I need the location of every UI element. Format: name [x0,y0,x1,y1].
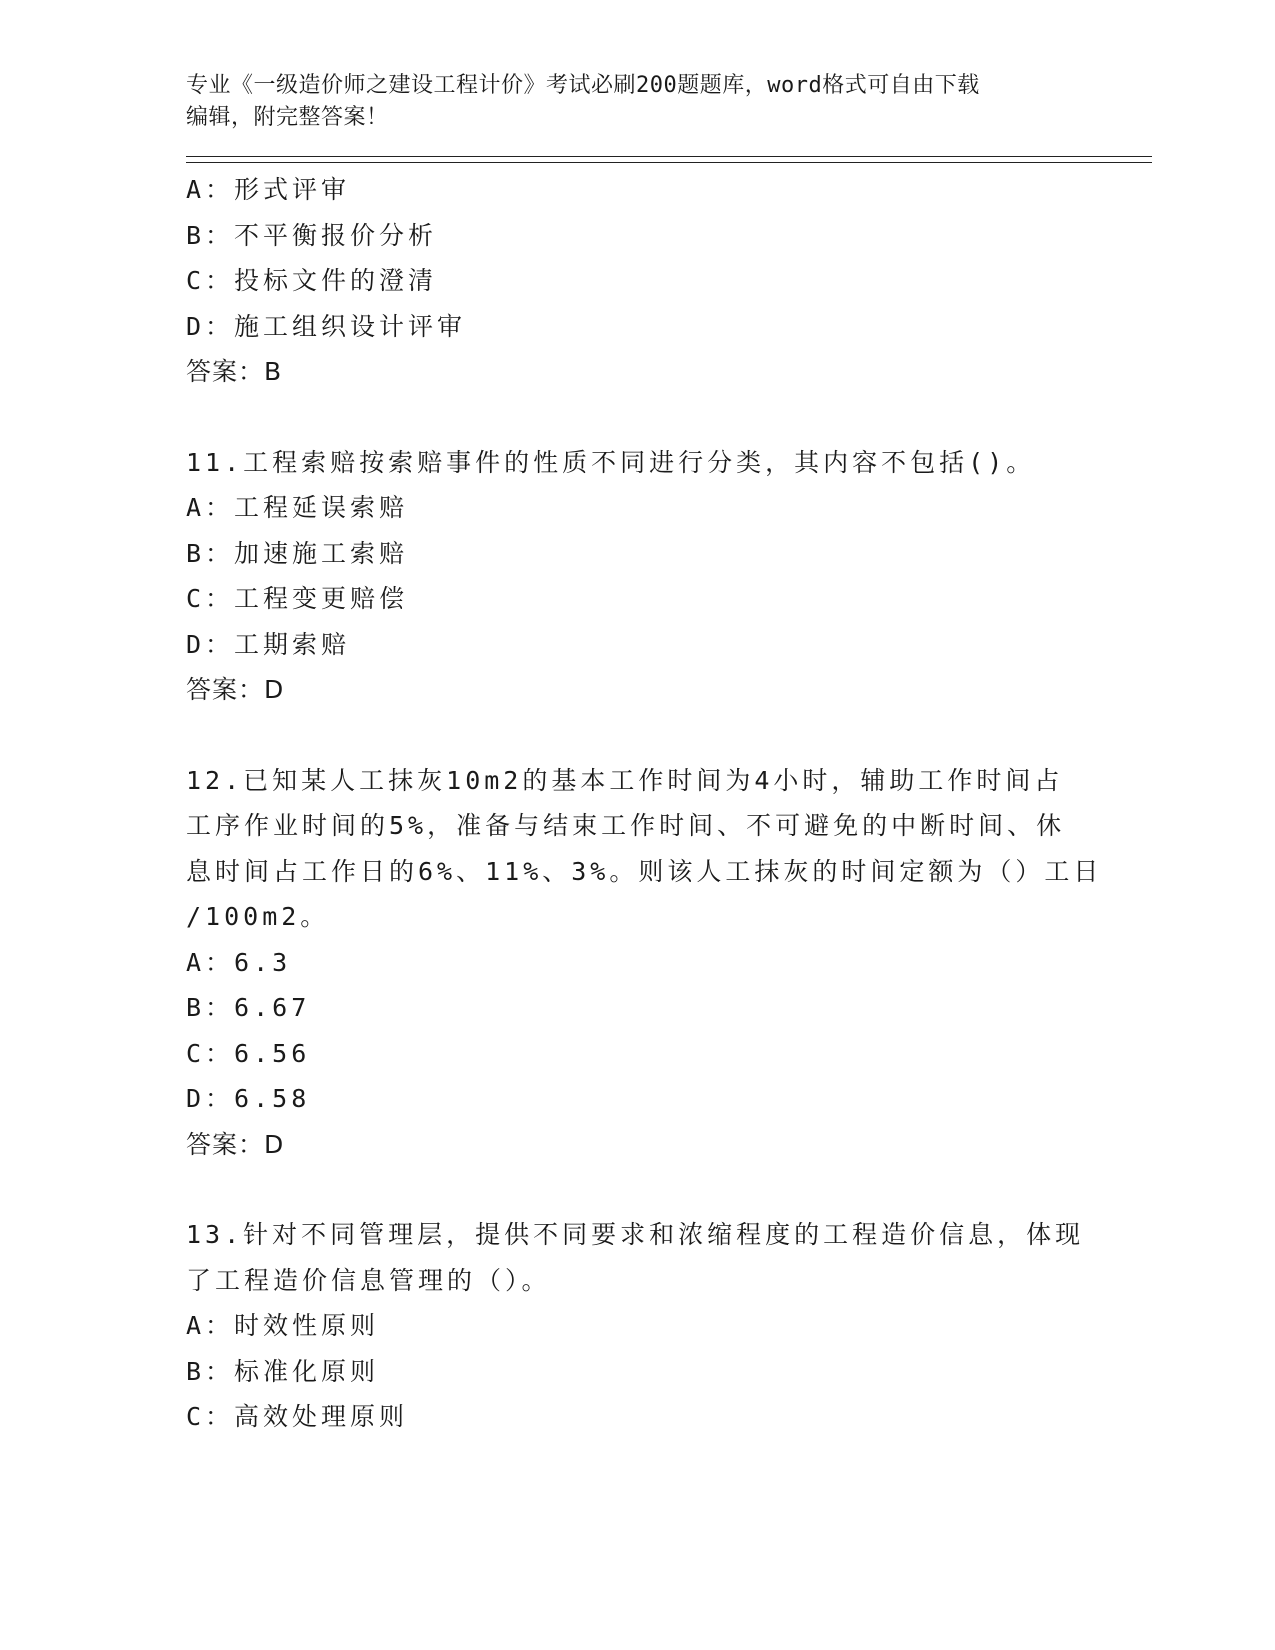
question-stem-line-2: 了工程造价信息管理的（）。 [186,1265,551,1295]
option-a: A：6.3 [186,947,292,977]
question-stem-line-2: 工序作业时间的5%，准备与结束工作时间、不可避免的中断时间、休 [186,811,1066,840]
question-stem-line-4: /100m2。 [186,902,330,931]
question-stem: 11.工程索赔按索赔事件的性质不同进行分类，其内容不包括()。 [186,447,1036,477]
option-c: C：6.56 [186,1038,311,1068]
answer: 答案：B [186,357,283,386]
header-divider [186,156,1152,163]
header-line-1: 专业《一级造价师之建设工程计价》考试必刷200题题库，word格式可自由下载 [186,73,980,98]
option-b: B：加速施工索赔 [186,538,409,568]
question-stem-line-1: 13.针对不同管理层，提供不同要求和浓缩程度的工程造价信息，体现 [186,1220,1085,1249]
question-11 [186,440,1146,713]
document-header [186,70,1066,134]
option-a: A：形式评审 [186,175,351,204]
header-line-2: 编辑，附完整答案！ [186,105,389,130]
answer: 答案：D [186,1129,285,1159]
option-b: B：标准化原则 [186,1356,380,1386]
question-stem-line-1: 12.已知某人工抹灰10m2的基本工作时间为4小时，辅助工作时间占 [186,765,1064,795]
option-a: A：时效性原则 [186,1311,380,1340]
option-d: D：工期索赔 [186,629,351,659]
option-b: B：不平衡报价分析 [186,220,438,250]
question-13 [186,1212,1146,1440]
question-10 [186,167,1146,395]
option-c: C：工程变更赔偿 [186,584,409,613]
question-12 [186,758,1146,1168]
option-c: C：高效处理原则 [186,1402,409,1431]
question-list [186,167,1146,1440]
document-page [186,70,1146,1440]
answer: 答案：D [186,675,285,704]
option-c: C：投标文件的澄清 [186,266,438,295]
option-d: D：施工组织设计评审 [186,311,467,341]
option-b: B：6.67 [186,993,311,1022]
option-a: A：工程延误索赔 [186,493,409,522]
question-stem-line-3: 息时间占工作日的6%、11%、3%。则该人工抹灰的时间定额为（）工日 [186,856,1103,886]
option-d: D：6.58 [186,1084,311,1113]
